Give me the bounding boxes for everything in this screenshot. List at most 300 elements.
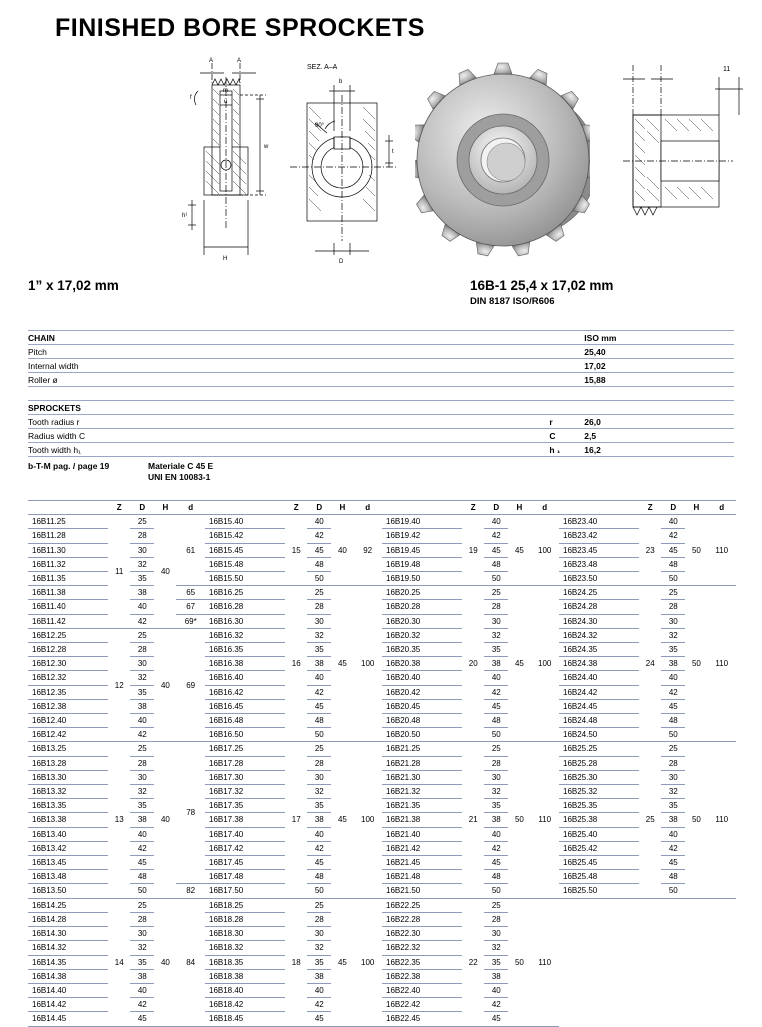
- data-block-3: [382, 500, 559, 1027]
- hub-diameter: 110: [530, 898, 559, 1026]
- bore-diameter: 50: [484, 884, 508, 898]
- bore-diameter: [661, 951, 685, 964]
- column-header-code: [559, 501, 639, 515]
- column-header-Z: Z: [285, 501, 307, 515]
- sprocket-code: 16B20.28: [382, 600, 462, 614]
- hub-height: 40: [154, 628, 176, 742]
- sprocket-code: [559, 925, 639, 938]
- sprocket-code: 16B21.30: [382, 770, 462, 784]
- footnote-material: [148, 461, 213, 483]
- sprocket-code: [559, 898, 639, 912]
- sprocket-code: 16B20.38: [382, 657, 462, 671]
- bore-diameter: 45: [307, 856, 331, 870]
- sprocket-code: [559, 938, 639, 951]
- bore-diameter: 42: [307, 841, 331, 855]
- sprocket-code: 16B21.28: [382, 756, 462, 770]
- teeth-count: 14: [108, 898, 130, 1026]
- bore-diameter: 35: [484, 955, 508, 969]
- bore-diameter: 45: [661, 543, 685, 557]
- hub-diameter: 110: [707, 586, 736, 742]
- caption-right: 16B-1 25,4 x 17,02 mm: [470, 278, 614, 293]
- table-row: [559, 912, 736, 925]
- bore-diameter: 25: [130, 898, 154, 912]
- teeth-count-empty: [639, 938, 661, 951]
- label-b: b: [339, 79, 343, 85]
- sprocket-code: 16B21.25: [382, 742, 462, 756]
- table-row: [559, 991, 736, 1004]
- bore-diameter: 40: [484, 671, 508, 685]
- bore-diameter: 30: [130, 927, 154, 941]
- chain-row: [28, 359, 734, 373]
- sprocket-code: 16B17.50: [205, 884, 285, 898]
- sprocket-row-value: 2,5: [584, 429, 734, 443]
- sprocket-code: 16B16.38: [205, 657, 285, 671]
- chain-row-label: Internal width: [28, 359, 175, 373]
- section-a-a-drawing: [285, 55, 410, 270]
- hub-diameter: 78: [176, 742, 205, 884]
- bore-diameter: 40: [661, 515, 685, 529]
- label-t: t: [392, 149, 394, 155]
- sprocket-code: 16B12.25: [28, 628, 108, 642]
- sprocket-row-value: 26,0: [584, 415, 734, 429]
- sprocket-code: 16B20.45: [382, 699, 462, 713]
- hub-diameter-empty: [707, 938, 736, 951]
- sprocket-code: 16B20.35: [382, 643, 462, 657]
- teeth-count: 15: [285, 515, 307, 586]
- sprocket-code: 16B20.40: [382, 671, 462, 685]
- sprocket-code: 16B18.42: [205, 998, 285, 1012]
- bore-diameter: 45: [484, 699, 508, 713]
- sprocket-code: 16B16.50: [205, 728, 285, 742]
- hub-diameter-empty: [707, 898, 736, 912]
- sprocket-code: 16B11.38: [28, 586, 108, 600]
- sprocket-code: 16B25.35: [559, 799, 639, 813]
- table-row: [205, 898, 382, 912]
- sprocket-code: 16B11.25: [28, 515, 108, 529]
- sprocket-code: 16B16.40: [205, 671, 285, 685]
- material-line-1: Materiale C 45 E: [148, 461, 214, 471]
- sprocket-code: [559, 978, 639, 991]
- table-row: [559, 515, 736, 529]
- bore-diameter: 28: [484, 912, 508, 926]
- sprocket-3d-render: [415, 55, 590, 270]
- chain-row-value: 25,40: [584, 345, 734, 359]
- sprocket-code: 16B17.48: [205, 870, 285, 884]
- bore-diameter: 38: [130, 699, 154, 713]
- bore-diameter: 25: [307, 898, 331, 912]
- bore-diameter: 48: [484, 557, 508, 571]
- bore-diameter: 32: [661, 628, 685, 642]
- bore-diameter: 45: [484, 543, 508, 557]
- bore-diameter: 35: [307, 955, 331, 969]
- sprocket-code: [559, 965, 639, 978]
- sprocket-code: 16B11.30: [28, 543, 108, 557]
- sprocket-code: 16B21.40: [382, 827, 462, 841]
- sprockets-header-label: SPROCKETS: [28, 401, 175, 415]
- teeth-count: 24: [639, 586, 661, 742]
- hub-diameter: 67: [176, 600, 205, 614]
- bore-diameter: 50: [661, 572, 685, 586]
- bore-diameter: 35: [661, 799, 685, 813]
- sprocket-code: 16B14.28: [28, 912, 108, 926]
- sprocket-code: 16B17.25: [205, 742, 285, 756]
- bore-diameter: 28: [307, 912, 331, 926]
- bore-diameter: 28: [661, 600, 685, 614]
- table-row: [559, 951, 736, 964]
- table-row: [205, 742, 382, 756]
- sprocket-code: 16B14.25: [28, 898, 108, 912]
- bore-diameter: 28: [130, 529, 154, 543]
- chain-header-unit: ISO mm: [584, 331, 734, 345]
- teeth-count: 21: [462, 742, 484, 898]
- hub-height-empty: [685, 1004, 707, 1017]
- sprocket-code: 16B18.25: [205, 898, 285, 912]
- label-a-top: A: [209, 58, 214, 64]
- hub-section-drawing: [615, 55, 755, 270]
- bore-diameter: 42: [484, 529, 508, 543]
- teeth-count: 16: [285, 586, 307, 742]
- sprocket-code: 16B17.42: [205, 841, 285, 855]
- label-m: m: [223, 88, 228, 94]
- bore-diameter: 32: [661, 785, 685, 799]
- sprocket-code: 16B13.42: [28, 841, 108, 855]
- chain-row-sym: [549, 359, 584, 373]
- bore-diameter: 50: [484, 728, 508, 742]
- sprocket-code: 16B16.25: [205, 586, 285, 600]
- sprocket-code: 16B21.38: [382, 813, 462, 827]
- teeth-count: 19: [462, 515, 484, 586]
- teeth-count-empty: [639, 898, 661, 912]
- hub-height: 40: [154, 898, 176, 1026]
- table-row: [205, 515, 382, 529]
- data-block-2: [205, 500, 382, 1027]
- sprocket-code: 16B13.45: [28, 856, 108, 870]
- bore-diameter: 32: [130, 785, 154, 799]
- label-h1: h¹: [182, 213, 188, 219]
- material-line-2: UNI EN 10083-1: [148, 472, 211, 482]
- bore-diameter: 28: [661, 756, 685, 770]
- table-row: [28, 628, 205, 642]
- sprocket-table: [559, 500, 736, 1017]
- bore-diameter: 35: [484, 643, 508, 657]
- sprocket-code: 16B13.35: [28, 799, 108, 813]
- table-row: [559, 925, 736, 938]
- bore-diameter: 45: [484, 1012, 508, 1026]
- bore-diameter: 32: [484, 941, 508, 955]
- bore-diameter: 45: [130, 1012, 154, 1026]
- sprocket-code: 16B13.40: [28, 827, 108, 841]
- hub-diameter: 100: [353, 742, 382, 898]
- bore-diameter: 50: [661, 728, 685, 742]
- sprocket-table: [205, 500, 382, 1027]
- bore-diameter: 38: [130, 969, 154, 983]
- data-block-4: [559, 500, 736, 1027]
- sprocket-code: 16B15.50: [205, 572, 285, 586]
- column-header-code: [28, 501, 108, 515]
- sprocket-code: 16B16.30: [205, 614, 285, 628]
- bore-diameter: 48: [484, 870, 508, 884]
- sprocket-code: 16B17.40: [205, 827, 285, 841]
- bore-diameter: [661, 978, 685, 991]
- teeth-count-empty: [639, 951, 661, 964]
- bore-diameter: 35: [130, 685, 154, 699]
- sprocket-code: 16B23.50: [559, 572, 639, 586]
- sprocket-row-sym: h ₁: [549, 443, 584, 457]
- column-header-H: H: [154, 501, 176, 515]
- hub-height-empty: [685, 951, 707, 964]
- hub-diameter: 65: [176, 586, 205, 600]
- bore-diameter: 42: [130, 998, 154, 1012]
- bore-diameter: 42: [130, 841, 154, 855]
- bore-diameter: [661, 898, 685, 912]
- bore-diameter: 42: [661, 529, 685, 543]
- sprocket-code: 16B17.32: [205, 785, 285, 799]
- sprocket-code: 16B16.32: [205, 628, 285, 642]
- hub-height: 50: [508, 742, 530, 898]
- bore-diameter: 42: [130, 728, 154, 742]
- hub-height: 45: [331, 586, 353, 742]
- sprocket-code: 16B25.38: [559, 813, 639, 827]
- bore-diameter: 50: [307, 884, 331, 898]
- sprocket-table: [28, 500, 205, 1027]
- bore-diameter: 28: [130, 756, 154, 770]
- bore-diameter: 32: [484, 785, 508, 799]
- chain-row-value: 17,02: [584, 359, 734, 373]
- bore-diameter: 35: [130, 572, 154, 586]
- sprocket-code: [559, 951, 639, 964]
- bore-diameter: 40: [661, 827, 685, 841]
- sprocket-code: 16B13.25: [28, 742, 108, 756]
- column-header-D: D: [484, 501, 508, 515]
- sprocket-code: 16B20.25: [382, 586, 462, 600]
- sprocket-code: 16B13.38: [28, 813, 108, 827]
- sprocket-code: 16B18.28: [205, 912, 285, 926]
- hub-height: 40: [331, 515, 353, 586]
- teeth-count-empty: [639, 925, 661, 938]
- sprocket-code: 16B24.38: [559, 657, 639, 671]
- sprocket-code: 16B18.38: [205, 969, 285, 983]
- bore-diameter: 42: [130, 614, 154, 628]
- bore-diameter: 30: [307, 770, 331, 784]
- sprocket-code: 16B15.40: [205, 515, 285, 529]
- bore-diameter: 28: [307, 756, 331, 770]
- table-row: [559, 965, 736, 978]
- sprocket-code: 16B19.48: [382, 557, 462, 571]
- bore-diameter: 45: [130, 856, 154, 870]
- data-tables: [28, 500, 738, 1027]
- teeth-count-empty: [639, 991, 661, 1004]
- table-row: [559, 978, 736, 991]
- bore-diameter: 35: [661, 643, 685, 657]
- bore-diameter: 40: [307, 983, 331, 997]
- column-header-Z: Z: [108, 501, 130, 515]
- sprocket-code: 16B17.35: [205, 799, 285, 813]
- bore-diameter: 48: [484, 714, 508, 728]
- bore-diameter: 40: [484, 983, 508, 997]
- bore-diameter: [661, 965, 685, 978]
- hub-diameter: 69*: [176, 614, 205, 628]
- sprocket-code: 16B13.30: [28, 770, 108, 784]
- table-header-row: [205, 501, 382, 515]
- teeth-count: 18: [285, 898, 307, 1026]
- sprocket-code: 16B20.50: [382, 728, 462, 742]
- bore-diameter: 48: [307, 714, 331, 728]
- bore-diameter: 32: [307, 628, 331, 642]
- sprocket-code: 16B18.32: [205, 941, 285, 955]
- bore-diameter: 28: [484, 600, 508, 614]
- bore-diameter: 40: [130, 983, 154, 997]
- sprocket-code: 16B24.28: [559, 600, 639, 614]
- bore-diameter: 38: [661, 813, 685, 827]
- sprocket-code: 16B22.40: [382, 983, 462, 997]
- sprocket-code: 16B22.42: [382, 998, 462, 1012]
- bore-diameter: 25: [484, 586, 508, 600]
- sprocket-code: 16B17.45: [205, 856, 285, 870]
- sprocket-code: 16B11.42: [28, 614, 108, 628]
- sprocket-code: 16B13.48: [28, 870, 108, 884]
- table-row: [382, 742, 559, 756]
- bore-diameter: 38: [130, 813, 154, 827]
- bore-diameter: 45: [307, 699, 331, 713]
- bore-diameter: 48: [661, 557, 685, 571]
- column-header-code: [382, 501, 462, 515]
- table-row: [382, 515, 559, 529]
- bore-diameter: 38: [484, 657, 508, 671]
- drawing-area: [0, 55, 762, 270]
- chain-header-sym: [549, 331, 584, 345]
- bore-diameter: 40: [130, 827, 154, 841]
- sprocket-code: 16B21.32: [382, 785, 462, 799]
- bore-diameter: 30: [130, 657, 154, 671]
- sprocket-code: 16B21.35: [382, 799, 462, 813]
- bore-diameter: 25: [130, 742, 154, 756]
- bore-diameter: 25: [130, 515, 154, 529]
- bore-diameter: 25: [484, 742, 508, 756]
- bore-diameter: 50: [130, 884, 154, 898]
- bore-diameter: 40: [130, 600, 154, 614]
- label-d: D: [339, 259, 344, 265]
- sprocket-code: 16B22.35: [382, 955, 462, 969]
- table-row: [205, 586, 382, 600]
- chain-row-value: 15,88: [584, 373, 734, 387]
- teeth-count: 22: [462, 898, 484, 1026]
- hub-height-empty: [685, 925, 707, 938]
- sprocket-code: 16B22.32: [382, 941, 462, 955]
- column-header-H: H: [508, 501, 530, 515]
- sprocket-code: 16B24.32: [559, 628, 639, 642]
- hub-height-empty: [685, 898, 707, 912]
- sprocket-code: 16B24.48: [559, 714, 639, 728]
- sprocket-code: 16B11.28: [28, 529, 108, 543]
- sprocket-code: [559, 912, 639, 925]
- hub-diameter-empty: [707, 1004, 736, 1017]
- sprocket-code: 16B14.45: [28, 1012, 108, 1026]
- sprocket-code: 16B23.42: [559, 529, 639, 543]
- chain-row: [28, 373, 734, 387]
- sprocket-code: 16B18.40: [205, 983, 285, 997]
- bore-diameter: 25: [307, 742, 331, 756]
- sprocket-code: 16B23.48: [559, 557, 639, 571]
- chain-header-row: [28, 331, 734, 345]
- bore-diameter: 28: [130, 643, 154, 657]
- hub-diameter: 100: [530, 586, 559, 742]
- table-header-row: [382, 501, 559, 515]
- label-f: f: [190, 95, 192, 101]
- hub-diameter: 84: [176, 898, 205, 1026]
- bore-diameter: 35: [307, 643, 331, 657]
- bore-diameter: 40: [484, 827, 508, 841]
- sprocket-row: [28, 429, 734, 443]
- bore-diameter: 38: [130, 586, 154, 600]
- chain-row-sym: [549, 345, 584, 359]
- sprocket-code: 16B25.28: [559, 756, 639, 770]
- hub-height: 50: [685, 586, 707, 742]
- column-header-d: d: [353, 501, 382, 515]
- bore-diameter: 38: [307, 657, 331, 671]
- sprocket-code: 16B18.30: [205, 927, 285, 941]
- bore-diameter: 30: [661, 614, 685, 628]
- sprocket-code: 16B13.28: [28, 756, 108, 770]
- sprocket-code: 16B25.40: [559, 827, 639, 841]
- chain-row-label: Roller ø: [28, 373, 175, 387]
- hub-height-empty: [685, 991, 707, 1004]
- bore-diameter: 35: [130, 799, 154, 813]
- bore-diameter: 32: [130, 557, 154, 571]
- teeth-count: 20: [462, 586, 484, 742]
- hub-diameter-empty: [707, 991, 736, 1004]
- bore-diameter: 32: [307, 785, 331, 799]
- table-row: [559, 586, 736, 600]
- sprocket-code: 16B17.28: [205, 756, 285, 770]
- bore-diameter: 50: [307, 572, 331, 586]
- sprocket-code: 16B14.35: [28, 955, 108, 969]
- spec-table: [28, 330, 734, 457]
- bore-diameter: 35: [307, 799, 331, 813]
- sprocket-code: 16B25.45: [559, 856, 639, 870]
- sprocket-code: 16B18.35: [205, 955, 285, 969]
- sprocket-code: 16B25.48: [559, 870, 639, 884]
- sprocket-code: [559, 1004, 639, 1017]
- column-header-code: [205, 501, 285, 515]
- table-row: [28, 898, 205, 912]
- sprocket-code: 16B20.30: [382, 614, 462, 628]
- teeth-count: 11: [108, 515, 130, 629]
- table-row: [559, 938, 736, 951]
- sprocket-side-view-drawing: [180, 55, 290, 270]
- bore-diameter: 40: [484, 515, 508, 529]
- hub-diameter: 110: [707, 742, 736, 898]
- bore-diameter: 25: [661, 586, 685, 600]
- bore-diameter: 42: [661, 841, 685, 855]
- label-right-dim: 11: [723, 66, 731, 73]
- bore-diameter: 42: [307, 685, 331, 699]
- sprocket-code: 16B16.42: [205, 685, 285, 699]
- sprocket-code: 16B17.38: [205, 813, 285, 827]
- hub-diameter: 110: [707, 515, 736, 586]
- chain-spec-table: [28, 330, 734, 457]
- sprocket-row-label: Radius width C: [28, 429, 175, 443]
- bore-diameter: 45: [484, 856, 508, 870]
- bore-diameter: 30: [484, 927, 508, 941]
- hub-diameter-empty: [707, 978, 736, 991]
- teeth-count: 25: [639, 742, 661, 898]
- table-row: [559, 898, 736, 912]
- bore-diameter: 48: [661, 714, 685, 728]
- sprocket-code: 16B22.28: [382, 912, 462, 926]
- bore-diameter: 28: [130, 912, 154, 926]
- chain-row-label: Pitch: [28, 345, 175, 359]
- hub-diameter: 100: [353, 586, 382, 742]
